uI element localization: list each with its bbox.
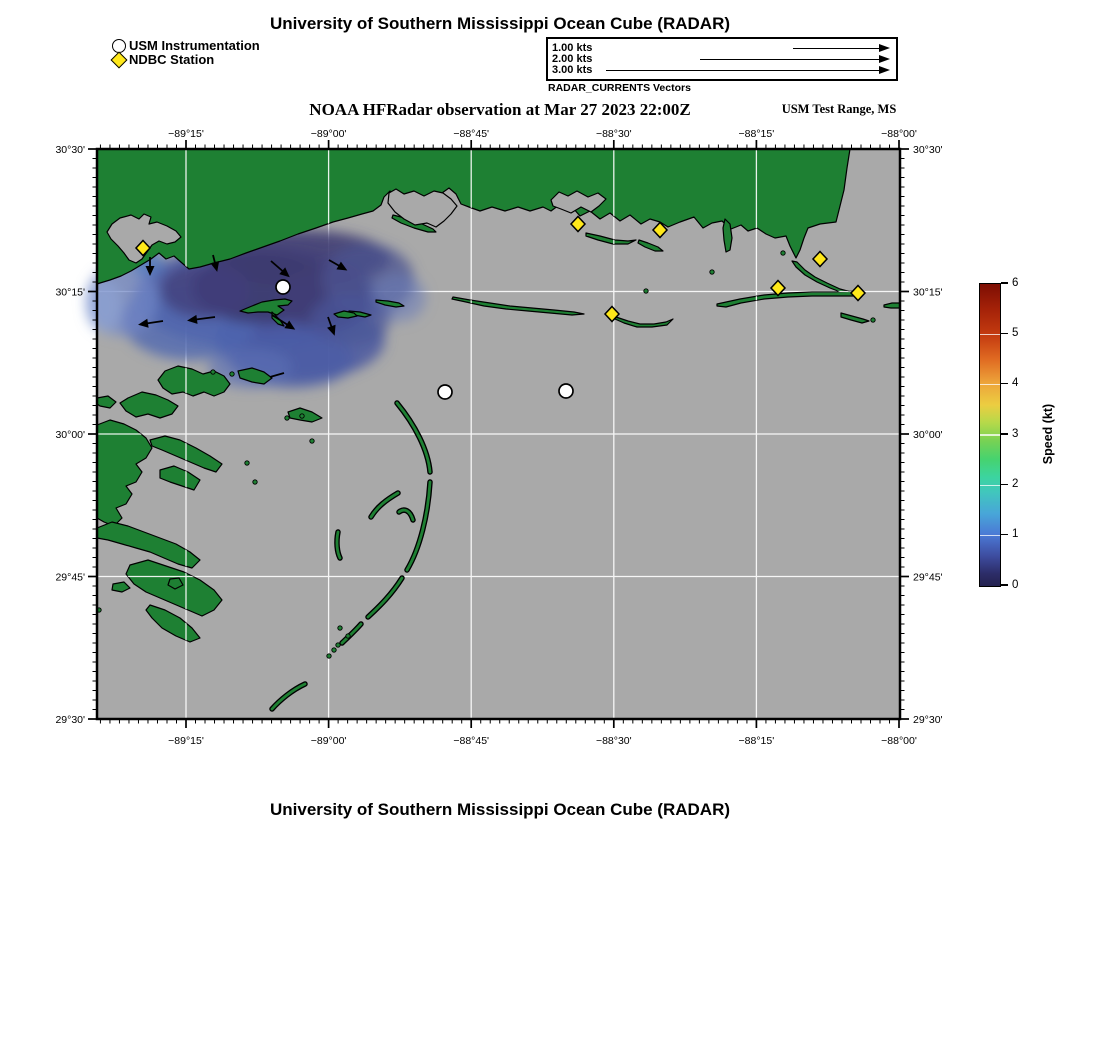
lon-tick-label: −88°45' bbox=[453, 128, 490, 140]
vector-caption: RADAR_CURRENTS Vectors bbox=[548, 82, 691, 94]
colorbar-tick bbox=[1001, 333, 1008, 335]
legend-usm-label: USM Instrumentation bbox=[129, 38, 260, 53]
lon-tick-label: −89°00' bbox=[310, 735, 347, 747]
colorbar-tick bbox=[1001, 433, 1008, 435]
lon-tick-label: −88°00' bbox=[881, 735, 917, 747]
colorbar-tick bbox=[1001, 584, 1008, 586]
lon-tick-label: −88°00' bbox=[881, 128, 917, 140]
observation-title: NOAA HFRadar observation at Mar 27 2023 22:00Z bbox=[309, 100, 691, 119]
lat-tick-label: 29°45' bbox=[55, 571, 85, 584]
lat-tick-label: 30°15' bbox=[913, 286, 943, 299]
lat-tick-label: 30°30' bbox=[55, 143, 85, 156]
lat-tick-label: 30°15' bbox=[55, 286, 85, 299]
colorbar bbox=[979, 283, 1001, 587]
usm-instrumentation-marker bbox=[438, 385, 452, 399]
colorbar-tick bbox=[1001, 282, 1008, 284]
page-title: University of Southern Mississippi Ocean Cube (RADAR) bbox=[269, 14, 731, 33]
scale-arrow-line bbox=[793, 48, 881, 50]
colorbar-tick-label: 2 bbox=[1012, 477, 1019, 490]
lat-tick-label: 30°30' bbox=[913, 143, 943, 156]
colorbar-gridline bbox=[980, 384, 1000, 385]
map-plot bbox=[40, 95, 945, 755]
colorbar-tick-label: 1 bbox=[1012, 528, 1019, 541]
scale-3kt-label: 3.00 kts bbox=[552, 64, 593, 76]
footer-title: University of Southern Mississippi Ocean Cube (RADAR) bbox=[269, 800, 731, 819]
lat-tick-label: 30°00' bbox=[55, 428, 85, 441]
lon-tick-label: −88°45' bbox=[453, 735, 490, 747]
colorbar-tick-label: 5 bbox=[1012, 326, 1019, 339]
lat-tick-label: 29°30' bbox=[913, 713, 943, 726]
scale-1kt-label: 1.00 kts bbox=[552, 42, 593, 54]
scale-arrowhead-icon bbox=[879, 66, 890, 74]
colorbar-tick-label: 4 bbox=[1012, 377, 1019, 390]
lon-tick-label: −88°15' bbox=[738, 128, 775, 140]
colorbar-gridline bbox=[980, 485, 1000, 486]
lon-tick-label: −89°15' bbox=[168, 735, 204, 747]
colorbar-gridline bbox=[980, 434, 1000, 435]
lon-tick-label: −88°30' bbox=[595, 128, 632, 140]
scale-arrowhead-icon bbox=[879, 44, 890, 52]
ndbc-station-icon bbox=[111, 52, 128, 69]
lon-tick-label: −88°30' bbox=[595, 735, 632, 747]
colorbar-gridline bbox=[980, 535, 1000, 536]
colorbar-tick-label: 0 bbox=[1012, 578, 1019, 591]
colorbar-tick-label: 3 bbox=[1012, 427, 1019, 440]
lat-tick-label: 29°30' bbox=[55, 713, 85, 726]
colorbar-tick bbox=[1001, 484, 1008, 486]
scale-arrow-line bbox=[606, 70, 881, 72]
lon-tick-label: −88°15' bbox=[738, 735, 775, 747]
scale-2kt-label: 2.00 kts bbox=[552, 53, 593, 65]
legend-ndbc-label: NDBC Station bbox=[129, 52, 215, 67]
lon-tick-label: −89°00' bbox=[310, 128, 347, 140]
usm-instrumentation-marker bbox=[559, 384, 573, 398]
colorbar-tick bbox=[1001, 383, 1008, 385]
scale-arrow-line bbox=[700, 59, 881, 61]
usm-instrumentation-marker bbox=[276, 280, 290, 294]
colorbar-title: Speed (kt) bbox=[1041, 403, 1055, 465]
lat-tick-label: 29°45' bbox=[913, 571, 943, 584]
colorbar-gridline bbox=[980, 334, 1000, 335]
vector-scale-box bbox=[546, 37, 898, 81]
lon-tick-label: −89°15' bbox=[168, 128, 204, 140]
scale-arrowhead-icon bbox=[879, 55, 890, 63]
range-label: USM Test Range, MS bbox=[781, 102, 897, 116]
colorbar-tick-label: 6 bbox=[1012, 276, 1019, 289]
colorbar-tick bbox=[1001, 534, 1008, 536]
lat-tick-label: 30°00' bbox=[913, 428, 943, 441]
